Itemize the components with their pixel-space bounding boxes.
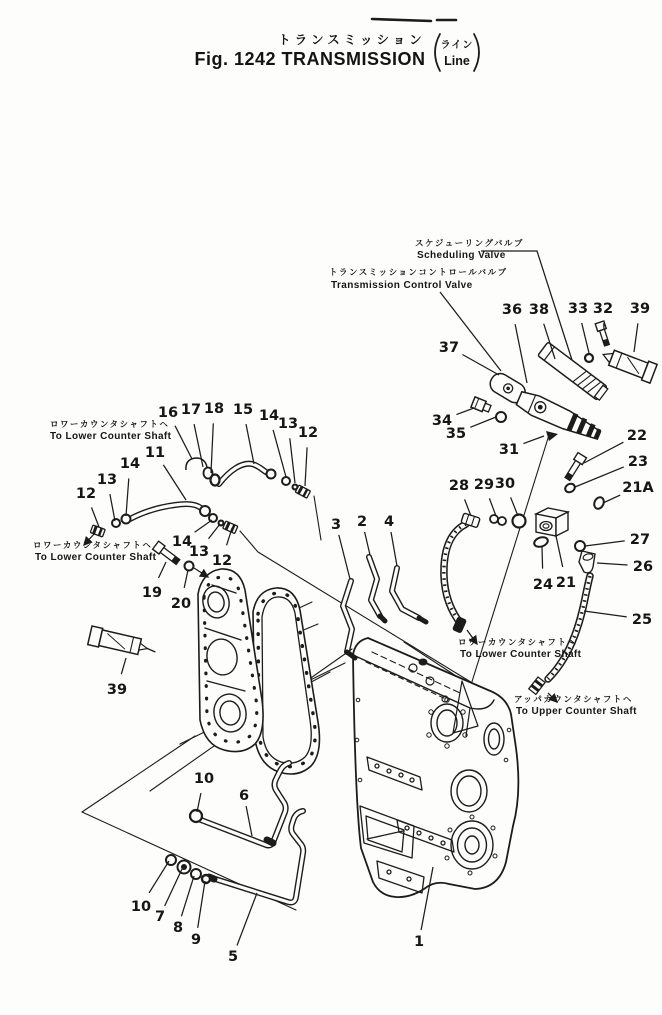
callout-leader-8-7 xyxy=(181,876,194,916)
callout-13-23: 13 xyxy=(188,544,210,560)
callout-leader-24-32 xyxy=(542,547,543,569)
callout-leader-13-23 xyxy=(209,524,221,539)
to-lower-counter-shaft-1-jp: ロワーカウンタシャフトヘ xyxy=(50,420,170,430)
callout-leader-25-33 xyxy=(584,611,627,617)
transmission-control-valve-jp: トランスミッションコントロールバルブ xyxy=(329,268,508,278)
callout-32-40: 32 xyxy=(592,301,614,317)
transmission-case xyxy=(353,638,518,897)
callout-12-19: 12 xyxy=(75,486,97,502)
front-cover-plate xyxy=(198,569,263,752)
callout-16-16: 16 xyxy=(157,405,179,421)
callout-12-24: 12 xyxy=(211,553,233,569)
to-upper-counter-shaft-jp: アッパカウンタシャフトヘ xyxy=(514,695,633,705)
callout-5-4: 5 xyxy=(227,949,239,965)
callout-23-31: 23 xyxy=(627,454,649,470)
callout-leader-20-26 xyxy=(184,570,188,588)
callout-leader-30-38 xyxy=(511,497,518,516)
callout-8-7: 8 xyxy=(172,920,184,936)
title-japanese: トランスミッション xyxy=(278,32,426,47)
o-ring-35 xyxy=(496,412,506,422)
washer-20-arrow xyxy=(194,568,208,577)
callout-21A-29: 21A xyxy=(622,480,654,496)
ring-23 xyxy=(564,482,577,494)
callout-25-33: 25 xyxy=(631,612,653,628)
callout-leader-34-42 xyxy=(456,408,474,415)
callout-leader-2-1 xyxy=(365,532,370,555)
callout-leader-14-14 xyxy=(273,430,286,477)
callout-39-47: 39 xyxy=(629,301,651,317)
callout-leader-14-21 xyxy=(126,478,129,516)
callout-12-12: 12 xyxy=(297,425,319,441)
tube-4 xyxy=(392,568,426,622)
callout-leader-5-4 xyxy=(237,893,257,946)
control-valve-body xyxy=(515,389,604,443)
valve-assembly xyxy=(471,321,657,443)
callout-leader-15-15 xyxy=(246,424,254,464)
to-lower-counter-shaft-3-jp: ロワーカウンタシャフトヘ xyxy=(458,638,578,648)
o-ring-24 xyxy=(533,536,549,549)
callout-leader-21A-29 xyxy=(603,495,620,503)
callout-leader-31-39 xyxy=(523,436,544,444)
scheduling-valve-en: Scheduling Valve xyxy=(417,250,506,261)
callout-leader-37-45 xyxy=(462,355,499,376)
callout-leader-19-25 xyxy=(159,562,167,578)
o-ring-30 xyxy=(513,515,526,528)
callout-4-3: 4 xyxy=(383,514,395,530)
callout-layer xyxy=(76,301,655,965)
tube-3 xyxy=(343,581,355,658)
callout-leader-39-27 xyxy=(121,658,126,674)
callout-leader-6-5 xyxy=(246,806,252,836)
callout-leader-27-35 xyxy=(585,541,625,546)
callout-33-41: 33 xyxy=(567,301,589,317)
elbow-16-17-18 xyxy=(186,458,220,486)
callout-leader-13-13 xyxy=(290,438,295,483)
callout-15-15: 15 xyxy=(232,402,254,418)
callout-leader-10-10 xyxy=(149,861,169,893)
ring-9 xyxy=(202,875,210,883)
callout-38-46: 38 xyxy=(528,302,550,318)
transmission-control-valve-en: Transmission Control Valve xyxy=(331,280,473,291)
callout-leader-21-28 xyxy=(556,536,563,567)
page-top-rule xyxy=(372,19,431,21)
callout-26-34: 26 xyxy=(632,559,654,575)
callout-leader-29-37 xyxy=(489,498,496,516)
callout-2-1: 2 xyxy=(356,514,368,530)
callout-17-17: 17 xyxy=(180,402,202,418)
callout-1-0: 1 xyxy=(413,934,425,950)
callout-leader-14-22 xyxy=(195,520,212,532)
washer-20 xyxy=(185,562,194,571)
tube-6-sleeve xyxy=(267,840,273,843)
callout-9-8: 9 xyxy=(190,932,202,948)
callout-24-32: 24 xyxy=(532,577,554,593)
title-block xyxy=(194,19,479,71)
callout-leader-10-9 xyxy=(197,793,201,812)
callout-6-5: 6 xyxy=(238,788,250,804)
callout-leader-26-34 xyxy=(597,563,628,565)
callout-29-37: 29 xyxy=(473,477,495,493)
callout-14-21: 14 xyxy=(119,456,141,472)
callout-37-45: 37 xyxy=(438,340,460,356)
callout-leader-39-47 xyxy=(634,323,638,352)
ring-29b xyxy=(498,517,506,525)
elbow-26 xyxy=(579,551,595,573)
tube-2 xyxy=(369,557,385,621)
callout-leader-4-3 xyxy=(391,532,397,566)
callout-leader-7-6 xyxy=(165,869,182,906)
callout-14-22: 14 xyxy=(171,534,193,550)
callout-21-28: 21 xyxy=(555,575,577,591)
scheduling-valve-body xyxy=(538,342,609,401)
callout-leader-35-43 xyxy=(470,417,496,427)
callout-leader-3-2 xyxy=(339,535,350,579)
scheduling-valve-jp: スケジューリングバルブ xyxy=(415,239,524,249)
callout-13-20: 13 xyxy=(96,472,118,488)
callout-20-26: 20 xyxy=(170,596,192,612)
tube-15 xyxy=(219,464,268,484)
hose-25-end-fitting xyxy=(529,677,545,694)
o-ring-27 xyxy=(575,541,585,551)
callout-11-11: 11 xyxy=(144,445,166,461)
callout-3-2: 3 xyxy=(330,517,342,533)
callout-7-6: 7 xyxy=(154,909,166,925)
callout-leader-13-20 xyxy=(110,494,115,521)
callout-18-18: 18 xyxy=(203,401,225,417)
callout-30-38: 30 xyxy=(494,476,516,492)
callout-leader-11-11 xyxy=(163,465,186,500)
callout-leader-12-19 xyxy=(92,507,100,527)
callout-27-35: 27 xyxy=(629,532,651,548)
hose-25 xyxy=(529,576,590,694)
hose-28 xyxy=(444,524,467,634)
figure-title: Fig. 1242 TRANSMISSION xyxy=(194,49,426,69)
sealant-tube-39-left xyxy=(88,626,158,660)
callout-10-10: 10 xyxy=(130,899,152,915)
paren-left xyxy=(435,34,440,71)
callout-31-39: 31 xyxy=(498,442,520,458)
to-lower-counter-shaft-1-en: To Lower Counter Shaft xyxy=(50,431,172,442)
fitting-12a xyxy=(295,485,310,498)
callout-14-14: 14 xyxy=(258,408,280,424)
to-upper-counter-shaft-en: To Upper Counter Shaft xyxy=(516,706,637,717)
tube-11 xyxy=(130,504,201,519)
paren-right xyxy=(474,34,479,71)
callout-10-9: 10 xyxy=(193,771,215,787)
ring-13b xyxy=(112,519,120,527)
cover-gasket xyxy=(253,588,319,774)
to-lower-counter-shaft-2-jp: ロワーカウンタシャフトヘ xyxy=(33,541,153,551)
callout-leader-22-30 xyxy=(584,442,623,463)
paren-label-en: Line xyxy=(444,54,470,68)
callout-leader-23-31 xyxy=(575,467,624,487)
tube-6 xyxy=(201,763,289,845)
callout-leader-18-18 xyxy=(211,423,213,473)
callout-28-36: 28 xyxy=(448,478,470,494)
callout-leader-12-12 xyxy=(305,447,307,486)
callout-35-43: 35 xyxy=(445,426,467,442)
ring-tube11-end xyxy=(200,506,210,516)
callout-19-25: 19 xyxy=(141,585,163,601)
bolt-22 xyxy=(563,453,586,482)
o-ring-10a xyxy=(190,810,202,822)
callout-34-42: 34 xyxy=(431,413,453,429)
callout-22-30: 22 xyxy=(626,428,648,444)
callout-leader-16-16 xyxy=(175,426,192,459)
ring-8 xyxy=(191,869,201,879)
valve-block-group xyxy=(461,453,606,573)
sealant-tube-39-right xyxy=(600,345,658,383)
ring-tube15-end xyxy=(267,470,276,479)
callout-13-13: 13 xyxy=(277,416,299,432)
to-lower-counter-shaft-3-en: To Lower Counter Shaft xyxy=(460,649,582,660)
callout-36-44: 36 xyxy=(501,302,523,318)
tube-5 xyxy=(209,811,303,902)
ring-14a xyxy=(282,477,290,485)
plug-34 xyxy=(471,397,492,414)
block-21 xyxy=(536,508,568,536)
callout-leader-33-41 xyxy=(582,323,589,353)
ring-33 xyxy=(585,354,593,362)
callout-leader-36-44 xyxy=(515,324,527,383)
to-lower-counter-shaft-2-en: To Lower Counter Shaft xyxy=(35,552,157,563)
callout-39-27: 39 xyxy=(106,682,128,698)
paren-label-jp: ライン xyxy=(440,40,474,51)
ring-29a xyxy=(490,515,498,523)
hoses xyxy=(444,524,590,694)
callout-leader-9-8 xyxy=(198,881,205,928)
